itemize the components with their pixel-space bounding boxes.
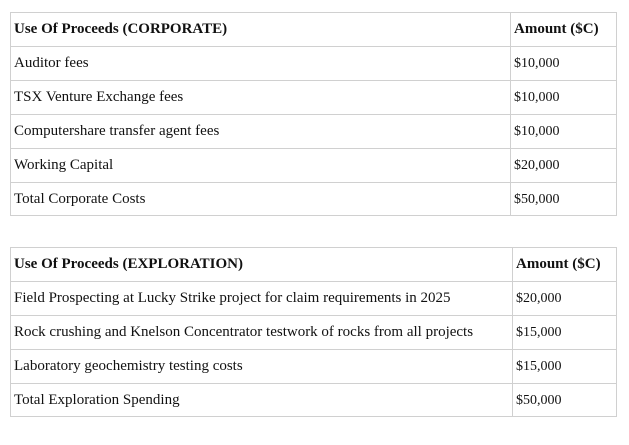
row-label: Rock crushing and Knelson Concentrator testwork of rocks from all projects	[10, 315, 512, 349]
row-label: Auditor fees	[10, 46, 510, 80]
table-row	[10, 148, 617, 182]
row-label: Working Capital	[10, 148, 510, 182]
row-amount: $10,000	[510, 46, 617, 80]
column-header-use-of-proceeds: Use Of Proceeds (CORPORATE)	[10, 12, 510, 46]
table-row	[10, 349, 617, 383]
row-amount: $10,000	[510, 114, 617, 148]
table-row	[10, 281, 617, 315]
exploration-proceeds-table	[10, 247, 617, 417]
row-amount: $50,000	[510, 182, 617, 216]
row-label: Computershare transfer agent fees	[10, 114, 510, 148]
table-row	[10, 315, 617, 349]
row-amount: $15,000	[512, 315, 617, 349]
column-header-amount: Amount ($C)	[512, 247, 617, 281]
row-label: Total Corporate Costs	[10, 182, 510, 216]
row-amount: $10,000	[510, 80, 617, 114]
table-header-row	[10, 247, 617, 281]
column-header-amount: Amount ($C)	[510, 12, 617, 46]
row-label: TSX Venture Exchange fees	[10, 80, 510, 114]
row-amount: $15,000	[512, 349, 617, 383]
row-amount: $20,000	[512, 281, 617, 315]
row-amount: $20,000	[510, 148, 617, 182]
row-amount: $50,000	[512, 383, 617, 417]
row-label: Laboratory geochemistry testing costs	[10, 349, 512, 383]
table-header-row	[10, 12, 617, 46]
row-label: Total Exploration Spending	[10, 383, 512, 417]
corporate-proceeds-table	[10, 12, 617, 216]
row-label: Field Prospecting at Lucky Strike project for claim requirements in 2025	[10, 281, 512, 315]
table-row	[10, 80, 617, 114]
table-row	[10, 46, 617, 80]
total-row	[10, 182, 617, 216]
total-row	[10, 383, 617, 417]
column-header-use-of-proceeds: Use Of Proceeds (EXPLORATION)	[10, 247, 512, 281]
table-row	[10, 114, 617, 148]
